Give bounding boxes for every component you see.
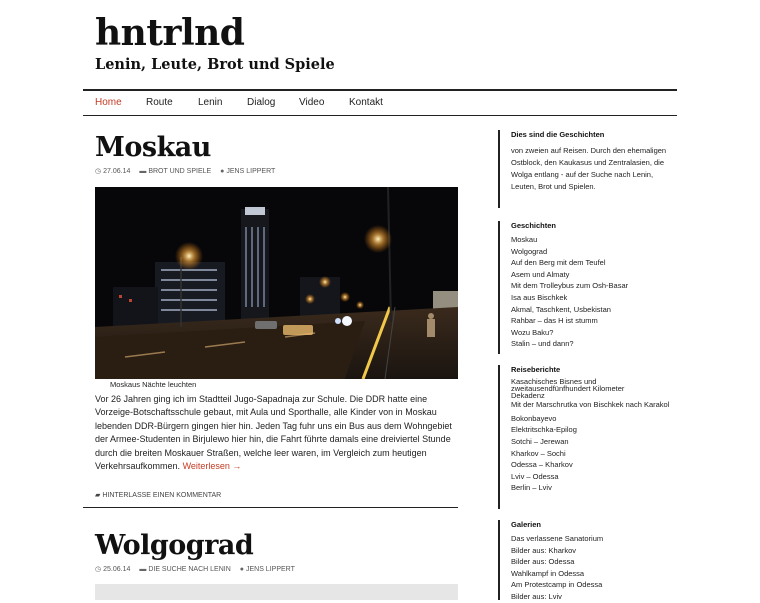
list-item[interactable]: Rahbar – das H ist stumm xyxy=(511,316,598,326)
folder-icon: ▬ xyxy=(139,168,147,175)
post-title[interactable]: Moskau xyxy=(95,132,211,163)
comment-icon: ▰ xyxy=(95,492,101,499)
post-meta-2 xyxy=(95,565,302,573)
list-item[interactable]: Am Protestcamp in Odessa xyxy=(511,580,603,590)
post-category[interactable]: BROT UND SPIELE xyxy=(148,168,212,175)
list-item[interactable]: Kharkov – Sochi xyxy=(511,448,566,458)
list-item[interactable]: Wahlkampf in Odessa xyxy=(511,568,585,578)
widget-galerien xyxy=(498,520,676,600)
nav-video[interactable]: Video xyxy=(299,97,325,108)
list-item[interactable]: Sotchi – Jerewan xyxy=(511,436,569,446)
widget-title-intro: Dies sind die Geschichten xyxy=(511,130,605,139)
post-divider xyxy=(83,507,458,508)
widget-title-geschichten: Geschichten xyxy=(511,221,557,230)
galerien-list xyxy=(511,533,676,603)
list-item[interactable]: Wozu Baku? xyxy=(511,327,554,337)
user-icon: ● xyxy=(239,566,244,573)
post-category-2[interactable]: DIE SUCHE NACH LENIN xyxy=(148,566,231,573)
geschichten-list xyxy=(511,234,676,350)
read-more-link[interactable]: Weiterlesen → xyxy=(182,461,242,472)
widget-reiseberichte xyxy=(498,365,676,509)
post-title-2[interactable]: Wolgograd xyxy=(95,530,254,561)
nav-home[interactable]: Home xyxy=(95,97,122,108)
list-item[interactable]: Isa aus Bischkek xyxy=(511,292,568,302)
list-item[interactable]: Kasachisches Bisnes und zweitausendfünfhundert Kilometer xyxy=(511,377,625,393)
post-author[interactable]: JENS LIPPERT xyxy=(226,168,276,175)
list-item[interactable]: Bilder aus: Odessa xyxy=(511,557,575,567)
post-date[interactable]: 27.06.14 xyxy=(103,168,131,175)
reiseberichte-list xyxy=(511,378,676,494)
main-navigation xyxy=(83,89,677,116)
site-title[interactable]: hntrlnd xyxy=(95,12,245,54)
user-icon: ● xyxy=(220,168,225,175)
list-item[interactable]: Das verlassene Sanatorium xyxy=(511,534,604,543)
list-item[interactable]: Wolgograd xyxy=(511,246,548,256)
nav-route[interactable]: Route xyxy=(146,97,173,108)
list-item[interactable]: Lviv – Odessa xyxy=(511,471,559,481)
post-excerpt xyxy=(95,393,460,473)
post-author-2[interactable]: JENS LIPPERT xyxy=(245,566,295,573)
image-caption: Moskaus Nächte leuchten xyxy=(110,380,197,389)
nav-dialog[interactable]: Dialog xyxy=(247,97,276,108)
nav-kontakt[interactable]: Kontakt xyxy=(349,97,383,108)
list-item[interactable]: Dekadenz xyxy=(511,390,545,400)
list-item[interactable]: Bilder aus: Kharkov xyxy=(511,545,577,555)
list-item[interactable]: Bilder aus: Lviv xyxy=(511,591,562,601)
featured-image-moscow-night[interactable] xyxy=(95,187,458,379)
list-item[interactable]: Mit der Marschrutka von Bischkek nach Karakol xyxy=(511,400,670,410)
clock-icon: ◷ xyxy=(95,566,102,573)
list-item[interactable]: Odessa – Kharkov xyxy=(511,460,573,470)
post-excerpt-text: Vor 26 Jahren ging ich im Stadtteil Jugo-Sapadnaja zur Schule. Die DDR hatte eine Vorzeige-Botschaftsschule gebaut, mit Aula und Sporthalle, alle Kinder von in Moskau lebenden DDR-Bürgern gingen hier hin. Jeden Tag fuhr uns ein Bus aus dem Wohngebiet der Armee-Studenten in Birjulewo hier hin, die Fahrt führte damals eine dreiviertel Stunde durch die breiten Moskauer Straßen, welche leer waren, im Vergleich zum heutigen Verkehrsaufkommen. xyxy=(95,394,452,472)
featured-image-wolgograd[interactable] xyxy=(95,584,458,600)
post-meta xyxy=(95,167,282,175)
list-item[interactable]: Asem und Almaty xyxy=(511,269,570,279)
comments-link[interactable] xyxy=(95,491,221,499)
list-item[interactable]: Berlin – Lviv xyxy=(511,483,552,493)
comments-label[interactable]: HINTERLASSE EINEN KOMMENTAR xyxy=(102,492,222,499)
list-item[interactable]: Elektritschka-Epilog xyxy=(511,425,577,435)
list-item[interactable]: Stalin – und dann? xyxy=(511,339,574,349)
list-item[interactable]: Moskau xyxy=(511,235,538,244)
folder-icon: ▬ xyxy=(139,566,147,573)
list-item[interactable]: Mit dem Trolleybus zum Osh-Basar xyxy=(511,281,629,291)
widget-intro-text: von zweien auf Reisen. Durch den ehemaligen Ostblock, den Kaukasus und Zentralasien, die Wolga entlang - auf der Suche nach Lenin, Leuten, Brot und Spielen. xyxy=(511,146,667,191)
list-item[interactable]: Auf den Berg mit dem Teufel xyxy=(511,258,606,268)
widget-title-reiseberichte: Reiseberichte xyxy=(511,365,561,374)
site-description: Lenin, Leute, Brot und Spiele xyxy=(95,56,335,73)
widget-title-galerien: Galerien xyxy=(511,520,542,529)
post-date-2[interactable]: 25.06.14 xyxy=(103,566,131,573)
nav-lenin[interactable]: Lenin xyxy=(198,97,223,108)
widget-intro xyxy=(498,130,676,208)
list-item[interactable]: Bokonbayevo xyxy=(511,413,557,423)
night-street-illustration xyxy=(95,187,458,379)
widget-geschichten xyxy=(498,221,676,354)
clock-icon: ◷ xyxy=(95,168,102,175)
list-item[interactable]: Akmal, Taschkent, Usbekistan xyxy=(511,304,611,314)
